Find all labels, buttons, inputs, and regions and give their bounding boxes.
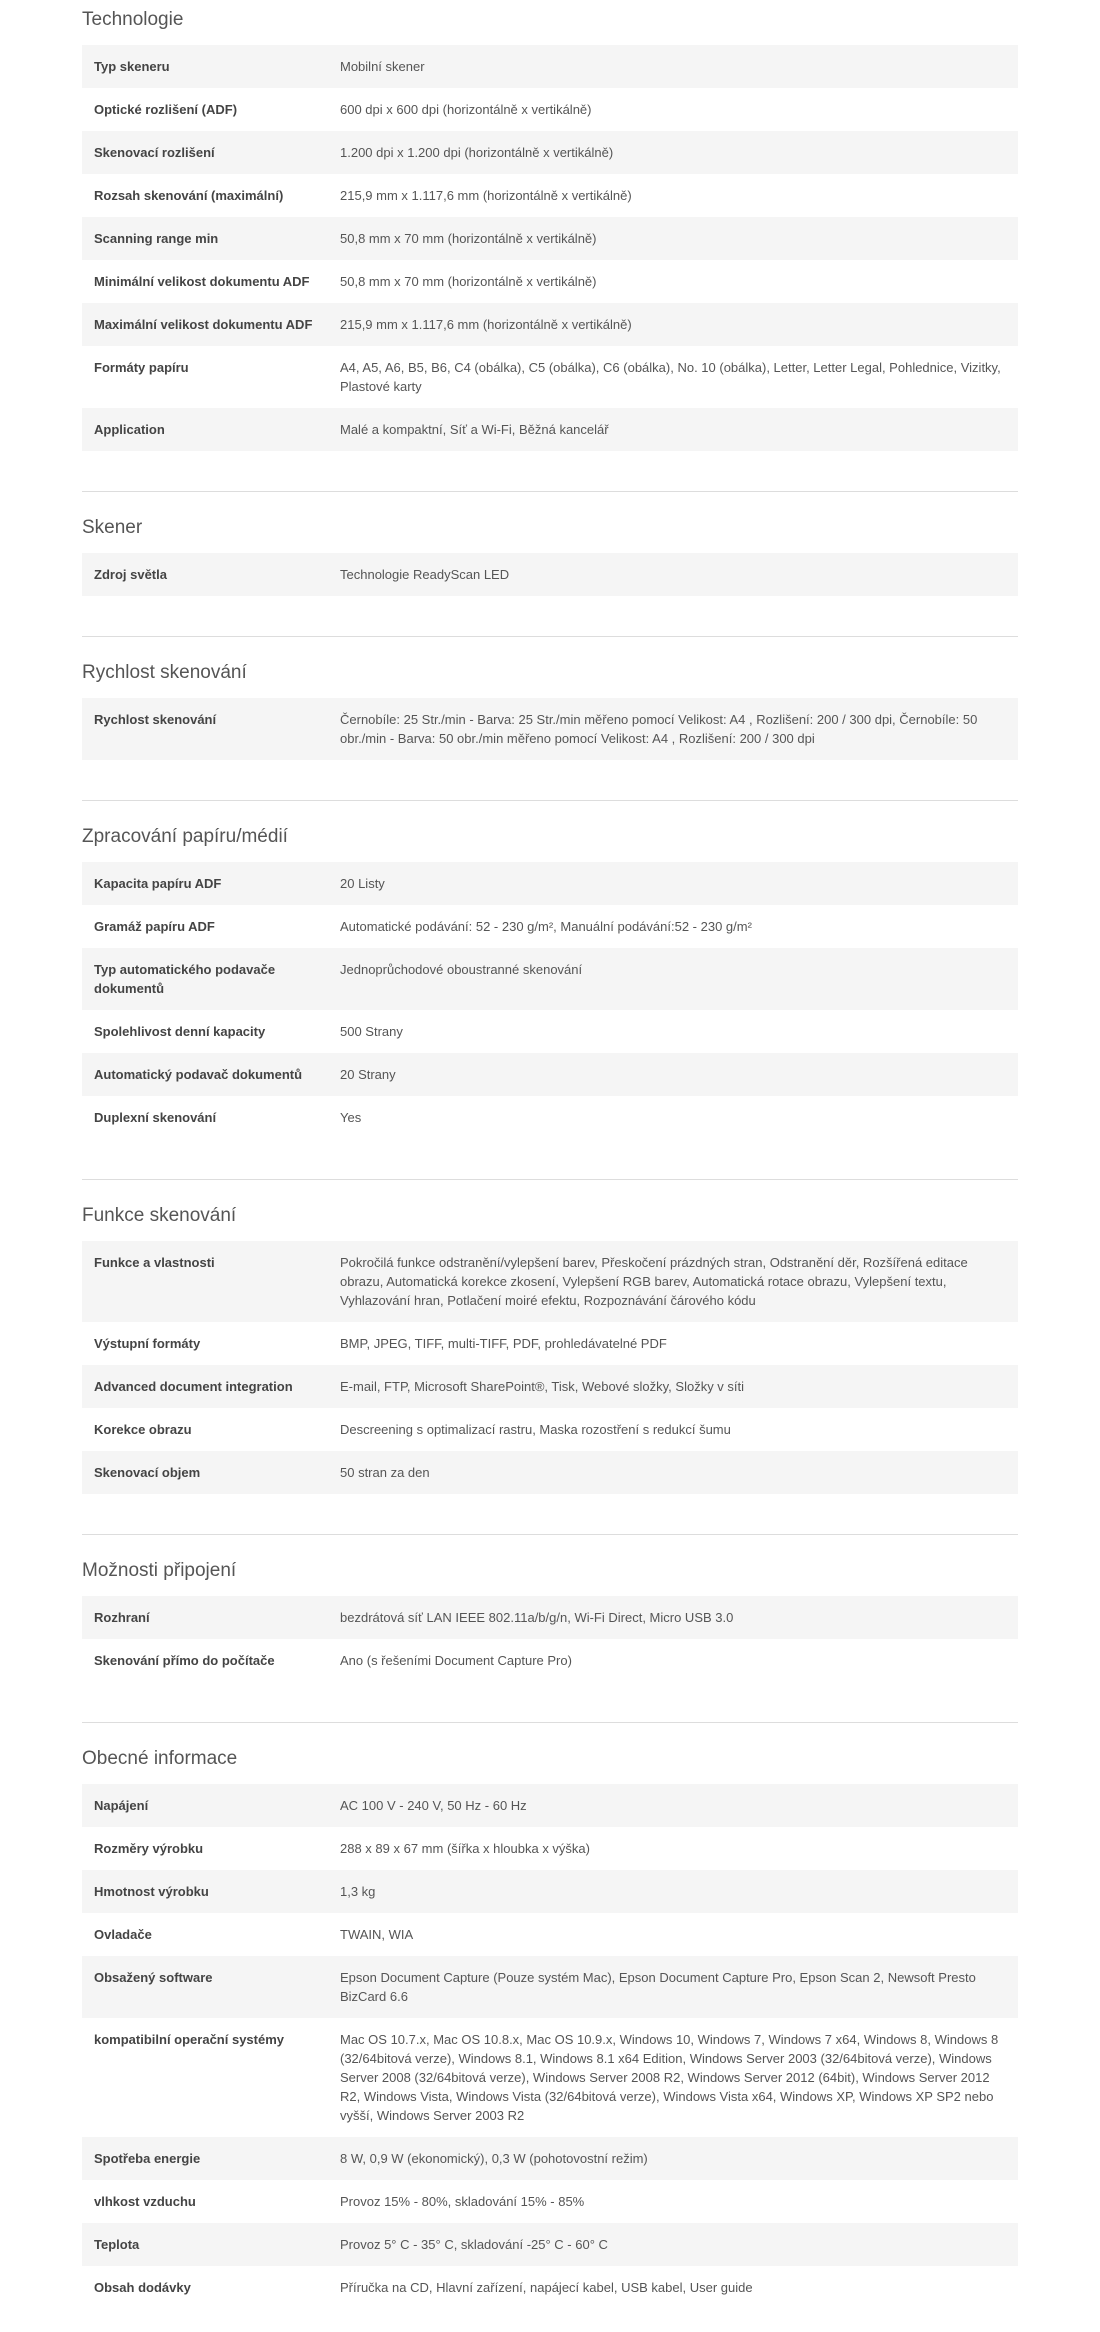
spec-label: Formáty papíru [82, 346, 328, 408]
spec-value: Mobilní skener [328, 45, 1018, 88]
spec-value: 20 Strany [328, 1053, 1018, 1096]
spec-value: AC 100 V - 240 V, 50 Hz - 60 Hz [328, 1784, 1018, 1827]
spec-label: vlhkost vzduchu [82, 2180, 328, 2223]
spec-value: 215,9 mm x 1.117,6 mm (horizontálně x vertikálně) [328, 303, 1018, 346]
spec-section [0, 801, 1100, 1139]
spec-value: TWAIN, WIA [328, 1913, 1018, 1956]
section-title: Funkce skenování [82, 1205, 237, 1226]
spec-label: Rozsah skenování (maximální) [82, 174, 328, 217]
spec-value: Příručka na CD, Hlavní zařízení, napájecí kabel, USB kabel, User guide [328, 2266, 1018, 2309]
section-body [82, 514, 1018, 596]
spec-label: Scanning range min [82, 217, 328, 260]
spec-value: 50 stran za den [328, 1451, 1018, 1494]
spec-label: Obsah dodávky [82, 2266, 328, 2309]
spec-table [82, 1596, 1018, 1682]
table-row [82, 1913, 1018, 1956]
spec-table [82, 553, 1018, 596]
spec-label: Skenovací rozlišení [82, 131, 328, 174]
table-row [82, 553, 1018, 596]
table-row [82, 1451, 1018, 1494]
spec-table [82, 862, 1018, 1139]
table-row [82, 174, 1018, 217]
spec-label: Hmotnost výrobku [82, 1870, 328, 1913]
section-body [82, 823, 1018, 1139]
spec-table [82, 1241, 1018, 1494]
spec-value: BMP, JPEG, TIFF, multi-TIFF, PDF, prohledávatelné PDF [328, 1322, 1018, 1365]
table-row [82, 88, 1018, 131]
spec-label: Skenování přímo do počítače [82, 1639, 328, 1682]
section-body [82, 659, 1018, 760]
spec-value: Ano (s řešeními Document Capture Pro) [328, 1639, 1018, 1682]
spec-value: 20 Listy [328, 862, 1018, 905]
spec-value: A4, A5, A6, B5, B6, C4 (obálka), C5 (obálka), C6 (obálka), No. 10 (obálka), Letter, Letter Legal, Pohlednice, Vizitky, Plastové karty [328, 346, 1018, 408]
table-row [82, 2018, 1018, 2137]
section-body [82, 1745, 1018, 2309]
spec-table [82, 45, 1018, 451]
spec-label: Korekce obrazu [82, 1408, 328, 1451]
spec-section [0, 6, 1100, 451]
spec-value: 500 Strany [328, 1010, 1018, 1053]
table-row [82, 1596, 1018, 1639]
spec-value: 288 x 89 x 67 mm (šířka x hloubka x výška) [328, 1827, 1018, 1870]
table-row [82, 1956, 1018, 2018]
spec-label: Obsažený software [82, 1956, 328, 2018]
spec-value: Pokročilá funkce odstranění/vylepšení barev, Přeskočení prázdných stran, Odstranění děr, Rozšířená editace obrazu, Automatická korekce zkosení, Vylepšení RGB barev, Automatická rotace obrazu, Vylepšení textu, Vyhlazování hran, Potlačení moiré efektu, Rozpoznávání čárového kódu [328, 1241, 1018, 1322]
table-row [82, 1784, 1018, 1827]
table-row [82, 1365, 1018, 1408]
spec-value: Provoz 5° C - 35° C, skladování -25° C - 60° C [328, 2223, 1018, 2266]
spec-value: Provoz 15% - 80%, skladování 15% - 85% [328, 2180, 1018, 2223]
spec-value: 1.200 dpi x 1.200 dpi (horizontálně x vertikálně) [328, 131, 1018, 174]
table-row [82, 948, 1018, 1010]
spec-value: Technologie ReadyScan LED [328, 553, 1018, 596]
table-row [82, 260, 1018, 303]
spec-label: Napájení [82, 1784, 328, 1827]
spec-label: Výstupní formáty [82, 1322, 328, 1365]
spec-label: Zdroj světla [82, 553, 328, 596]
spec-label: Application [82, 408, 328, 451]
table-row [82, 45, 1018, 88]
table-row [82, 1241, 1018, 1322]
spec-section [0, 1180, 1100, 1494]
table-row [82, 1639, 1018, 1682]
section-title: Rychlost skenování [82, 662, 247, 683]
table-row [82, 2223, 1018, 2266]
spec-section [0, 1535, 1100, 1682]
table-row [82, 2180, 1018, 2223]
spec-table [82, 698, 1018, 760]
section-title: Možnosti připojení [82, 1560, 237, 1581]
spec-label: Maximální velikost dokumentu ADF [82, 303, 328, 346]
spec-label: Advanced document integration [82, 1365, 328, 1408]
spec-label: Rozhraní [82, 1596, 328, 1639]
table-row [82, 1408, 1018, 1451]
section-body [82, 6, 1018, 451]
spec-label: Spotřeba energie [82, 2137, 328, 2180]
spec-label: Rychlost skenování [82, 698, 328, 760]
spec-label: Optické rozlišení (ADF) [82, 88, 328, 131]
spec-table [82, 1784, 1018, 2309]
spec-value: Mac OS 10.7.x, Mac OS 10.8.x, Mac OS 10.9.x, Windows 10, Windows 7, Windows 7 x64, Windows 8, Windows 8 (32/64bitová verze), Windows 8.1, Windows 8.1 x64 Edition, Windows Server 2003 (32/64bitová verze), Windows Server 2008 (32/64bitová verze), Windows Server 2008 R2, Windows Server 2012 (64bit), Windows Server 2012 R2, Windows Vista, Windows Vista (32/64bitová verze), Windows Vista x64, Windows XP, Windows XP SP2 nebo vyšší, Windows Server 2003 R2 [328, 2018, 1018, 2137]
table-row [82, 862, 1018, 905]
table-row [82, 303, 1018, 346]
table-row [82, 1010, 1018, 1053]
spec-label: Typ skeneru [82, 45, 328, 88]
table-row [82, 2137, 1018, 2180]
spec-label: Gramáž papíru ADF [82, 905, 328, 948]
spec-value: Jednoprůchodové oboustranné skenování [328, 948, 1018, 1010]
spec-label: Typ automatického podavače dokumentů [82, 948, 328, 1010]
table-row [82, 1053, 1018, 1096]
spec-value: Černobíle: 25 Str./min - Barva: 25 Str./min měřeno pomocí Velikost: A4 , Rozlišení: 200 / 300 dpi, Černobíle: 50 obr./min - Barva: 50 obr./min měřeno pomocí Velikost: A4 , Rozlišení: 200 / 300 dpi [328, 698, 1018, 760]
spec-label: Spolehlivost denní kapacity [82, 1010, 328, 1053]
table-row [82, 217, 1018, 260]
section-title: Skener [82, 517, 143, 538]
spec-value: 50,8 mm x 70 mm (horizontálně x vertikálně) [328, 260, 1018, 303]
section-body [82, 1557, 1018, 1682]
spec-label: Minimální velikost dokumentu ADF [82, 260, 328, 303]
table-row [82, 2266, 1018, 2309]
spec-label: Teplota [82, 2223, 328, 2266]
spec-label: Skenovací objem [82, 1451, 328, 1494]
spec-value: 50,8 mm x 70 mm (horizontálně x vertikálně) [328, 217, 1018, 260]
spec-value: E-mail, FTP, Microsoft SharePoint®, Tisk, Webové složky, Složky v síti [328, 1365, 1018, 1408]
spec-value: bezdrátová síť LAN IEEE 802.11a/b/g/n, Wi-Fi Direct, Micro USB 3.0 [328, 1596, 1018, 1639]
table-row [82, 408, 1018, 451]
spec-value: Yes [328, 1096, 1018, 1139]
spec-value: Descreening s optimalizací rastru, Maska rozostření s redukcí šumu [328, 1408, 1018, 1451]
table-row [82, 1322, 1018, 1365]
table-row [82, 131, 1018, 174]
spec-value: Epson Document Capture (Pouze systém Mac), Epson Document Capture Pro, Epson Scan 2, Newsoft Presto BizCard 6.6 [328, 1956, 1018, 2018]
table-row [82, 1096, 1018, 1139]
spec-label: Kapacita papíru ADF [82, 862, 328, 905]
spec-section [0, 492, 1100, 596]
spec-value: 8 W, 0,9 W (ekonomický), 0,3 W (pohotovostní režim) [328, 2137, 1018, 2180]
spec-label: Duplexní skenování [82, 1096, 328, 1139]
spec-value: Malé a kompaktní, Síť a Wi-Fi, Běžná kancelář [328, 408, 1018, 451]
table-row [82, 1870, 1018, 1913]
spec-value: 1,3 kg [328, 1870, 1018, 1913]
spec-label: Funkce a vlastnosti [82, 1241, 328, 1322]
spec-label: Rozměry výrobku [82, 1827, 328, 1870]
section-title: Technologie [82, 9, 184, 30]
spec-value: 215,9 mm x 1.117,6 mm (horizontálně x vertikálně) [328, 174, 1018, 217]
spec-label: Automatický podavač dokumentů [82, 1053, 328, 1096]
table-row [82, 346, 1018, 408]
spec-label: kompatibilní operační systémy [82, 2018, 328, 2137]
spec-value: 600 dpi x 600 dpi (horizontálně x vertikálně) [328, 88, 1018, 131]
spec-section [0, 1723, 1100, 2309]
table-row [82, 698, 1018, 760]
spec-section [0, 637, 1100, 760]
table-row [82, 1827, 1018, 1870]
spec-value: Automatické podávání: 52 - 230 g/m², Manuální podávání:52 - 230 g/m² [328, 905, 1018, 948]
table-row [82, 905, 1018, 948]
section-title: Obecné informace [82, 1748, 238, 1769]
section-body [82, 1202, 1018, 1494]
section-title: Zpracování papíru/médií [82, 826, 288, 847]
spec-label: Ovladače [82, 1913, 328, 1956]
